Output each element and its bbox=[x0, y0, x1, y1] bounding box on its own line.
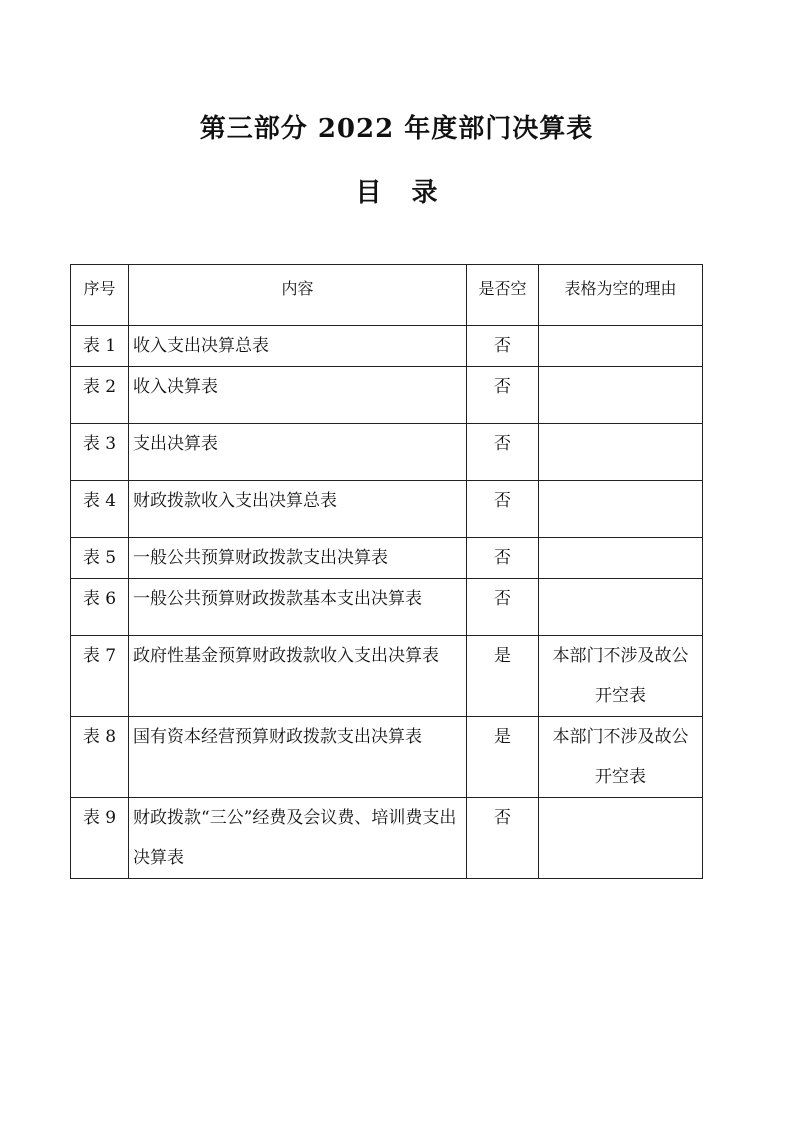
row-content: 一般公共预算财政拨款支出决算表 bbox=[129, 538, 467, 579]
row-reason bbox=[539, 798, 703, 879]
row-reason bbox=[539, 481, 703, 538]
row-empty: 否 bbox=[467, 579, 539, 636]
toc-header-row bbox=[71, 265, 703, 326]
row-no: 表 6 bbox=[71, 579, 129, 636]
table-row bbox=[71, 717, 703, 798]
row-empty: 是 bbox=[467, 717, 539, 798]
row-no: 表 9 bbox=[71, 798, 129, 879]
table-row bbox=[71, 481, 703, 538]
row-reason bbox=[539, 538, 703, 579]
row-empty: 否 bbox=[467, 538, 539, 579]
row-empty: 否 bbox=[467, 424, 539, 481]
row-empty: 是 bbox=[467, 636, 539, 717]
row-no: 表 2 bbox=[71, 367, 129, 424]
table-row bbox=[71, 579, 703, 636]
row-content: 国有资本经营预算财政拨款支出决算表 bbox=[129, 717, 467, 798]
toc-heading: 目录 bbox=[355, 178, 468, 208]
row-content: 收入决算表 bbox=[129, 367, 467, 424]
row-no: 表 4 bbox=[71, 481, 129, 538]
table-row bbox=[71, 367, 703, 424]
row-content: 财政拨款收入支出决算总表 bbox=[129, 481, 467, 538]
toc-table bbox=[70, 264, 703, 879]
row-no: 表 7 bbox=[71, 636, 129, 717]
table-row bbox=[71, 798, 703, 879]
row-reason bbox=[539, 579, 703, 636]
row-no: 表 5 bbox=[71, 538, 129, 579]
row-content: 一般公共预算财政拨款基本支出决算表 bbox=[129, 579, 467, 636]
table-row bbox=[71, 424, 703, 481]
row-content: 收入支出决算总表 bbox=[129, 326, 467, 367]
header-no: 序号 bbox=[71, 265, 129, 326]
row-reason bbox=[539, 367, 703, 424]
row-content: 支出决算表 bbox=[129, 424, 467, 481]
row-empty: 否 bbox=[467, 326, 539, 367]
header-reason: 表格为空的理由 bbox=[539, 265, 703, 326]
document-title: 第三部分 2022 年度部门决算表 bbox=[199, 114, 594, 144]
header-content: 内容 bbox=[129, 265, 467, 326]
row-reason bbox=[539, 326, 703, 367]
row-content: 政府性基金预算财政拨款收入支出决算表 bbox=[129, 636, 467, 717]
row-empty: 否 bbox=[467, 798, 539, 879]
row-empty: 否 bbox=[467, 481, 539, 538]
table-row bbox=[71, 326, 703, 367]
header-empty bbox=[467, 265, 539, 326]
row-no: 表 1 bbox=[71, 326, 129, 367]
row-empty: 否 bbox=[467, 367, 539, 424]
row-reason: 本部门不涉及故公开空表 bbox=[539, 717, 703, 798]
table-row bbox=[71, 538, 703, 579]
table-row bbox=[71, 636, 703, 717]
row-reason bbox=[539, 424, 703, 481]
row-no: 表 8 bbox=[71, 717, 129, 798]
row-content: 财政拨款“三公”经费及会议费、培训费支出决算表 bbox=[129, 798, 467, 879]
row-reason: 本部门不涉及故公开空表 bbox=[539, 636, 703, 717]
header-empty-label: 是否空 bbox=[478, 279, 527, 298]
row-no: 表 3 bbox=[71, 424, 129, 481]
